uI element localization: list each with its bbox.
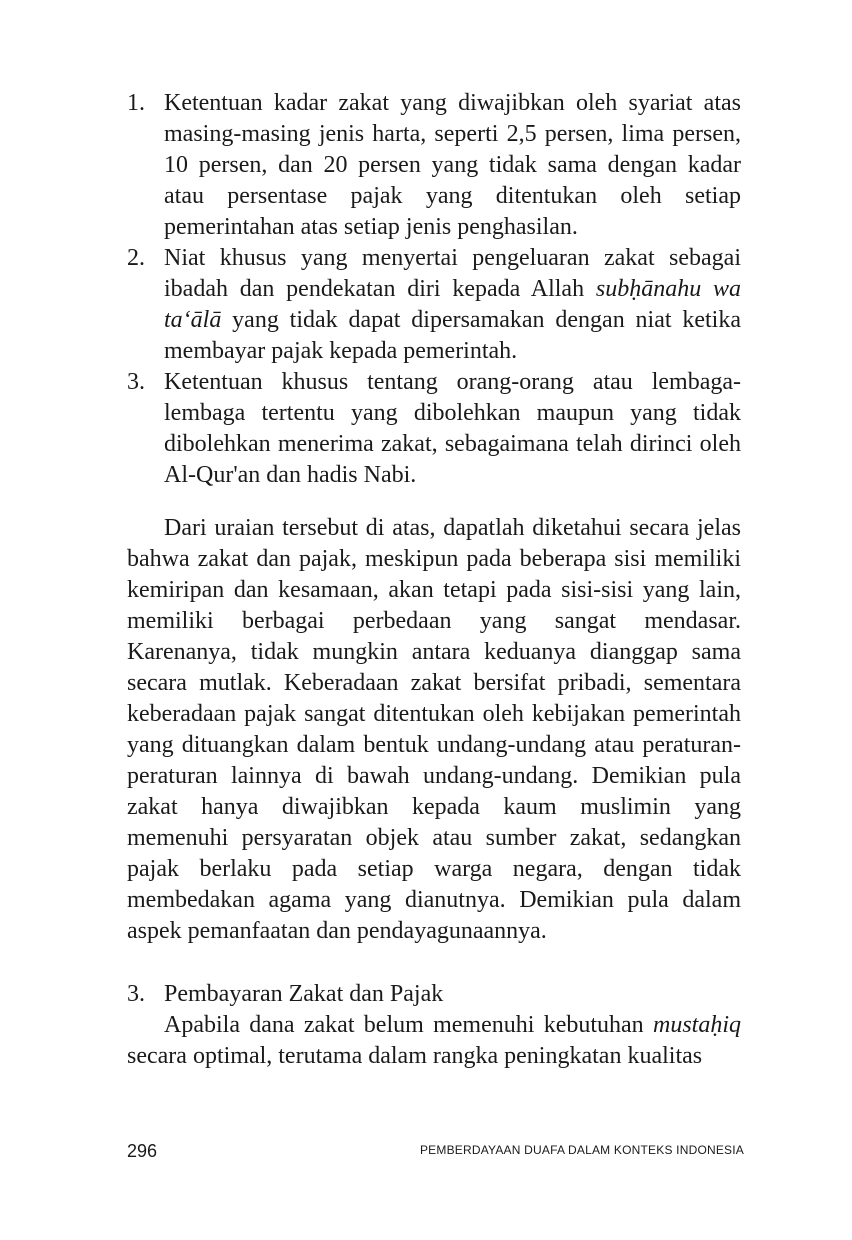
- list-item-text: yang tidak dapat dipersamakan dengan niat ketika membayar pajak kepada pemerintah.: [164, 307, 741, 364]
- page-number: 296: [127, 1141, 158, 1161]
- section-number: 3.: [127, 981, 145, 1007]
- list-item-number: 1.: [127, 90, 145, 116]
- section-title: Pembayaran Zakat dan Pajak: [164, 981, 444, 1007]
- section-heading: [127, 979, 741, 1010]
- list-item-text: Ketentuan kadar zakat yang diwajibkan oleh syariat atas masing-masing jenis harta, seperti 2,5 persen, lima persen, 10 persen, dan 20 persen yang tidak sama dengan kadar atau persentase pajak yang ditentukan oleh setiap pemerintahan atas setiap jenis penghasilan.: [164, 90, 741, 240]
- numbered-list: [127, 88, 741, 491]
- list-item-number: 2.: [127, 245, 145, 271]
- list-item-text: Ketentuan khusus tentang orang-orang atau lembaga-lembaga tertentu yang dibolehkan maupun yang tidak dibolehkan menerima zakat, sebagaimana telah dirinci oleh Al-Qur'an dan hadis Nabi.: [164, 369, 741, 488]
- list-item-text: Niat khusus yang menyertai pengeluaran zakat sebagai ibadah dan pendekatan diri kepada Allah: [164, 245, 741, 302]
- running-title: PEMBERDAYAAN DUAFA DALAM KONTEKS INDONESIA: [419, 1143, 744, 1157]
- paragraph-text: secara optimal, terutama dalam rangka peningkatan kualitas: [127, 1043, 703, 1069]
- closing-paragraph: [127, 1010, 741, 1072]
- list-item: [127, 88, 741, 243]
- spacer: [127, 491, 741, 513]
- italic-term: subḥānahu wa ta‘ālā: [164, 276, 741, 333]
- italic-term: mustaḥiq: [652, 1012, 741, 1038]
- list-item: [127, 243, 741, 367]
- list-item-number: 3.: [127, 369, 145, 395]
- body-paragraph: Dari uraian tersebut di atas, dapatlah diketahui secara jelas bahwa zakat dan pajak, meskipun pada beberapa sisi memiliki kemiripan dan kesamaan, akan tetapi pada sisi-sisi yang lain, memiliki berbagai perbedaan yang sangat mendasar. Karenanya, tidak mungkin antara keduanya dianggap sama secara mutlak. Keberadaan zakat bersifat pribadi, sementara keberadaan pajak sangat ditentukan oleh kebijakan pemerintah yang dituangkan dalam bentuk undang-undang atau peraturan-peraturan lainnya di bawah undang-undang. Demikian pula zakat hanya diwajibkan kepada kaum muslimin yang memenuhi persyaratan objek atau sumber zakat, sedangkan pajak berlaku pada setiap warga negara, dengan tidak membedakan agama yang dianutnya. Demikian pula dalam aspek pemanfaatan dan pendayagunaannya.: [127, 515, 741, 944]
- paragraph-text: Apabila dana zakat belum memenuhi kebutuhan: [164, 1012, 653, 1038]
- spacer: [127, 947, 741, 979]
- list-item: [127, 367, 741, 491]
- body-text: [127, 88, 741, 1072]
